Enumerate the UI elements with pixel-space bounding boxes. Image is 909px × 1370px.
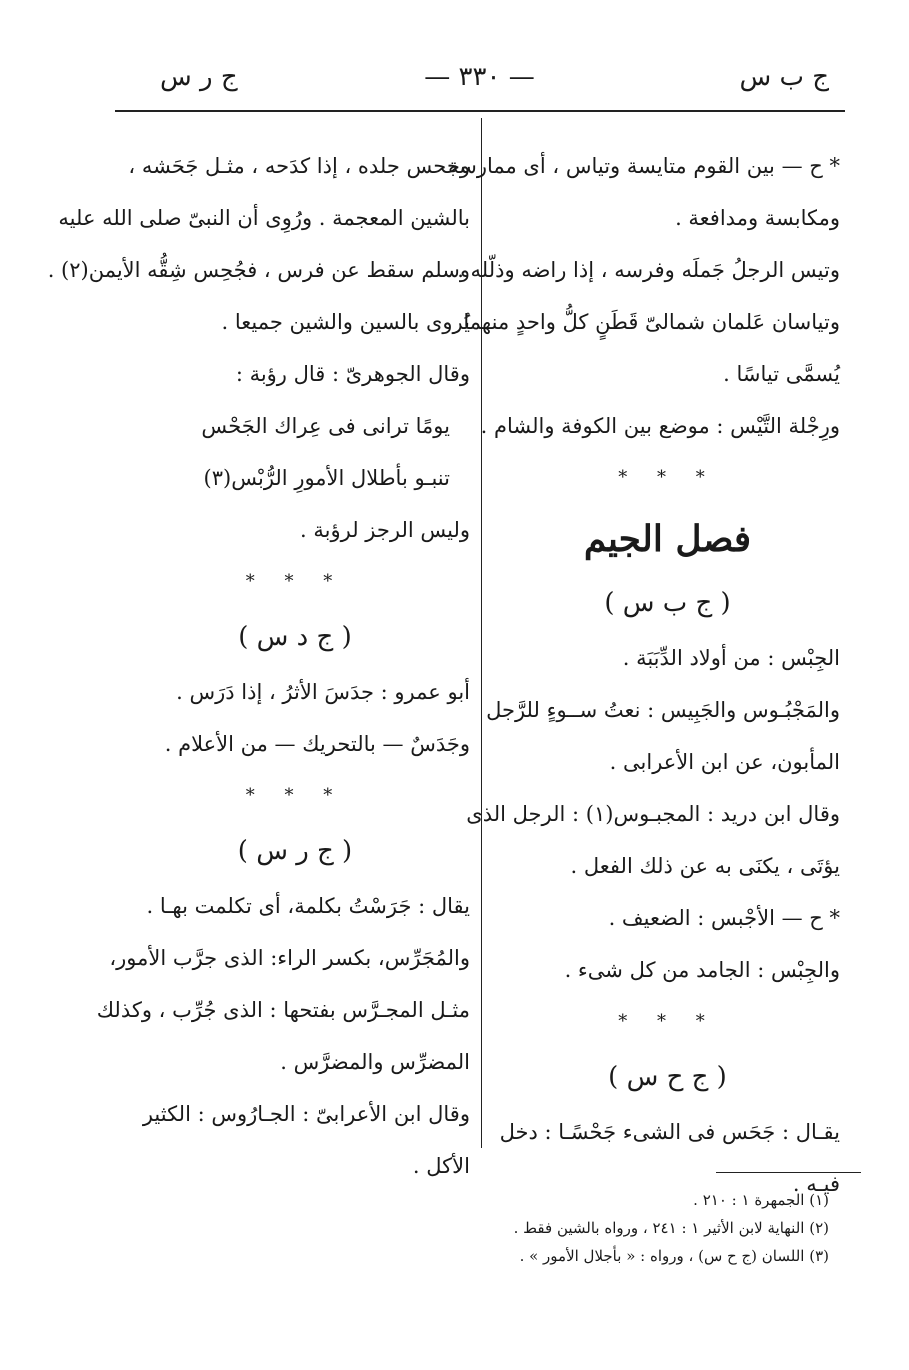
text-line: * ح — بين القوم متايسة وتياس ، أى ممارسة bbox=[447, 154, 840, 178]
verse-line: يومًا ترانى فى عِراك الجَحْس bbox=[201, 414, 450, 438]
text-line: * ح — الأجْبس : الضعيف . bbox=[608, 906, 840, 930]
text-line: وجَدَسٌ — بالتحريك — من الأعلام . bbox=[164, 732, 470, 756]
text-line: وقال ابن الأعرابىّ : الجـارُوس : الكثير bbox=[142, 1102, 470, 1126]
text-line: والمُجَرِّس، بكسر الراء: الذى جرَّب الأمور، bbox=[109, 946, 470, 970]
page-header bbox=[110, 62, 849, 102]
section-separator: * * * bbox=[245, 571, 345, 592]
text-line: الجِبْس : من أولاد الدِّبَبَة . bbox=[622, 646, 840, 670]
left-column bbox=[47, 140, 470, 1192]
footnote: (٣) اللسان (ج ح س) ، ورواه : « بأجلال الأمور » . bbox=[519, 1247, 829, 1265]
text-line: المأبون، عن ابن الأعرابى . bbox=[609, 750, 840, 774]
root-heading: ( ج ب س ) bbox=[604, 588, 731, 618]
text-line: والمَجْبُـوس والجَبِيس : نعتُ ســوءٍ للرَّجل bbox=[486, 698, 840, 722]
text-line: يقال : جَرَسْتُ بكلمة، أى تكلمت بهـا . bbox=[146, 894, 470, 918]
text-line: وجحس جلده ، إذا كدَحه ، مثـل جَحَشه ، bbox=[128, 154, 470, 178]
text-line: مثـل المجـرَّس بفتحها : الذى جُرِّب ، وكذلك bbox=[96, 998, 470, 1022]
footnote: (٢) النهاية لابن الأثير ١ : ٢٤١ ، ورواه بالشين فقط . bbox=[513, 1219, 829, 1237]
footnote: (١) الجمهرة ١ : ٢١٠ . bbox=[693, 1191, 829, 1209]
text-line: أبو عمرو : جدَسَ الأثرُ ، إذا دَرَس . bbox=[176, 680, 470, 704]
text-line: يؤتَى ، يكنَى به عن ذلك الفعل . bbox=[570, 854, 840, 878]
root-heading: ( ج ر س ) bbox=[237, 836, 353, 866]
text-line: فيـه . bbox=[792, 1172, 840, 1196]
text-line: ومكابسة ومدافعة . bbox=[675, 206, 840, 230]
root-heading: ( ج د س ) bbox=[238, 622, 352, 652]
text-line: وقال الجوهرىّ : قال رؤبة : bbox=[235, 362, 470, 386]
text-line: وقال ابن دريد : المجبـوس(١) : الرجل الذى bbox=[466, 802, 840, 826]
text-line: والجِبْس : الجامد من كل شىء . bbox=[564, 958, 840, 982]
text-line: وتياسان عَلمان شمالىّ قَطَنٍ كلُّ واحدٍ منهما bbox=[463, 310, 840, 334]
header-right-root: ج ب س bbox=[739, 62, 829, 92]
footnotes bbox=[369, 1186, 829, 1270]
section-separator: * * * bbox=[245, 785, 345, 806]
text-line: وسلم سقط عن فرس ، فجُحِس شِقُّه الأيمن(٢) . bbox=[47, 258, 470, 282]
text-line: وتيس الرجلُ جَملَه وفرسه ، إذا راضه وذلّله . bbox=[457, 258, 840, 282]
page-number: — ٣٣٠ — bbox=[424, 62, 535, 92]
text-line: بالشين المعجمة . ورُوِى أن النبىّ صلى الله عليه bbox=[58, 206, 470, 230]
text-line: وليس الرجز لرؤبة . bbox=[300, 518, 470, 542]
section-separator: * * * bbox=[618, 467, 717, 488]
header-rule bbox=[115, 110, 845, 112]
section-title: فصل الجيم bbox=[583, 518, 752, 560]
text-line: يُروى بالسين والشين جميعا . bbox=[221, 310, 470, 334]
text-line: المضرِّس والمضرَّس . bbox=[280, 1050, 470, 1074]
header-left-root: ج ر س bbox=[160, 62, 238, 92]
verse-line: تنبـو بأطلال الأمورِ الرُّبْس(٣) bbox=[203, 466, 450, 490]
footnote-rule bbox=[716, 1172, 861, 1173]
text-line: الأكل . bbox=[412, 1154, 470, 1178]
text-line: يقـال : جَحَس فى الشىء جَحْسًـا : دخل bbox=[499, 1120, 840, 1144]
section-separator: * * * bbox=[618, 1011, 717, 1032]
right-column bbox=[447, 140, 840, 1210]
root-heading: ( ج ح س ) bbox=[608, 1062, 727, 1092]
text-line: ورِجْلة التَّيْس : موضع بين الكوفة والشام . bbox=[480, 414, 840, 438]
text-line: يُسمَّى تياسًا . bbox=[723, 362, 840, 386]
